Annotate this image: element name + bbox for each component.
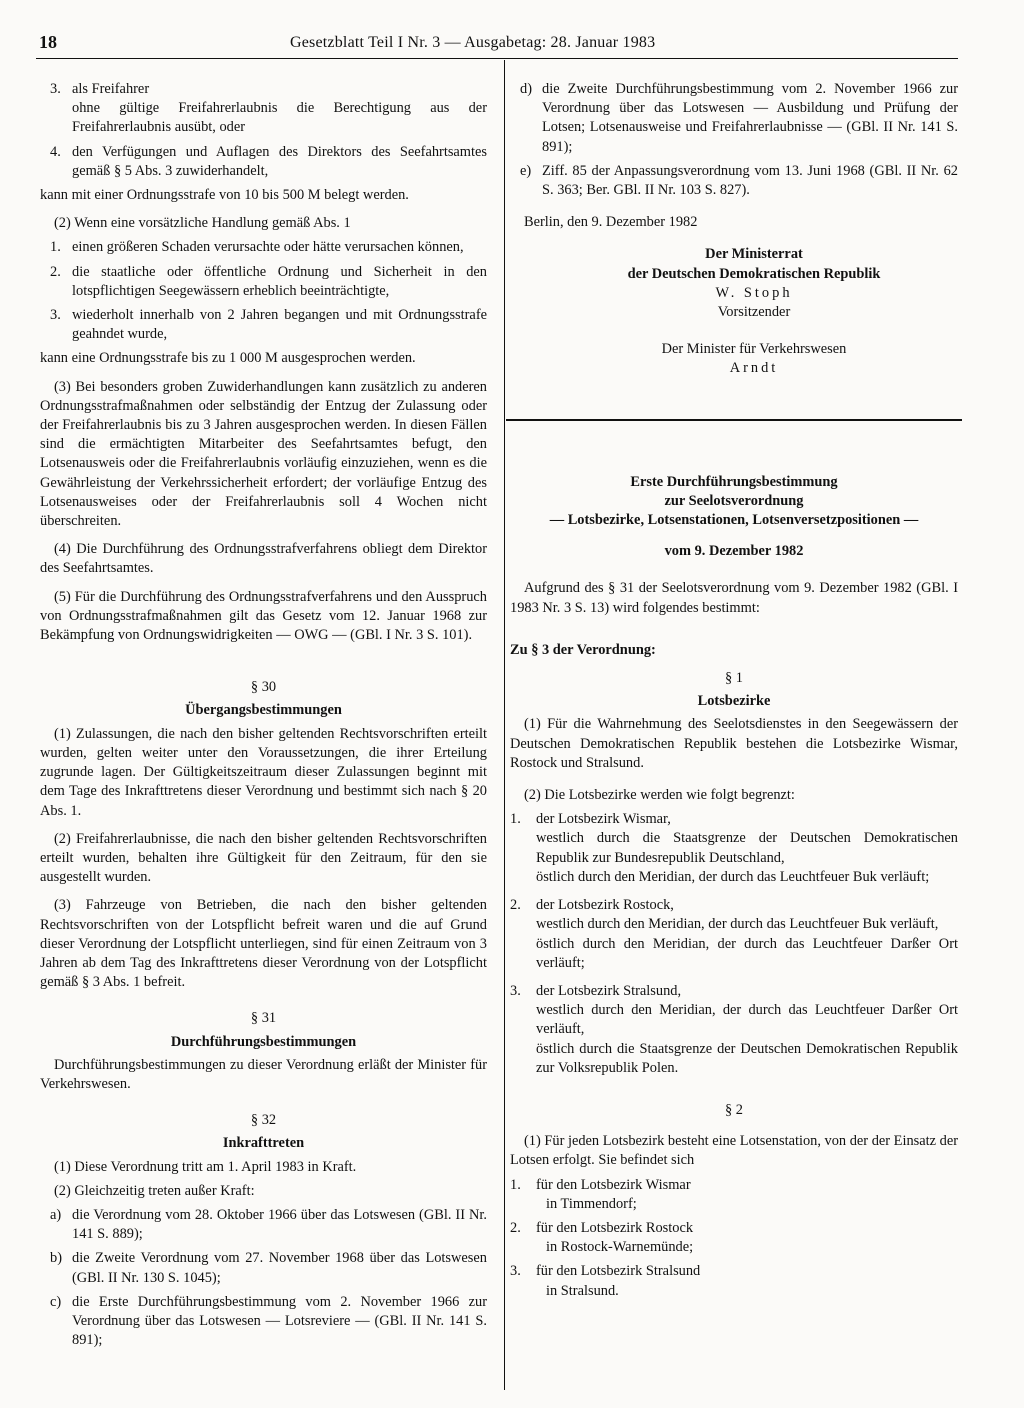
list-text: die Zweite Durchführungsbestimmung vom 2. November 1966 zur Verordnung über das Lotswesen — Ausbildung und Prüfung der Lotsen; Lotsenausweise und Freifahrerlaubnisse — (GBl. II Nr. 141 S. 891); — [542, 81, 958, 155]
running-header: Gesetzblatt Teil I Nr. 3 — Ausgabetag: 28. Januar 1983 — [290, 34, 656, 51]
signatory-role: Der Minister für Verkehrswesen — [661, 341, 847, 358]
list-item — [40, 263, 487, 301]
signatory-name: Arndt — [729, 360, 779, 377]
list-number: 3. — [510, 1263, 521, 1280]
paragraph: (5) Für die Durchführung des Ordnungsstrafverfahrens und den Ausspruch von Ordnungsstrafmaßnahmen gilt das Gesetz vom 12. Januar 1968 zur Bekämpfung von Ordnungswidrigkeiten — OWG — (GBl. I Nr. 3 S. 101). — [40, 588, 487, 644]
paragraph: (2) Wenn eine vorsätzliche Handlung gemäß Abs. 1 — [54, 215, 351, 232]
list-text: für den Lotsbezirk Wismar — [536, 1176, 691, 1193]
paragraph: (2) Die Lotsbezirke werden wie folgt begrenzt: — [524, 787, 795, 804]
list-text: die staatliche oder öffentliche Ordnung und Sicherheit in den lotspflichtigen Seegewässern erheblich beeinträchtigte, — [72, 263, 487, 299]
paragraph: kann eine Ordnungsstrafe bis zu 1 000 M ausgesprochen werden. — [40, 350, 416, 367]
right-column — [510, 80, 958, 1306]
regulation-date: vom 9. Dezember 1982 — [664, 543, 804, 560]
list-number: 3. — [510, 982, 521, 999]
signatory-body: der Deutschen Demokratischen Republik — [627, 265, 881, 282]
subheading: Zu § 3 der Verordnung: — [510, 641, 656, 658]
list-text: östlich durch die Staatsgrenze der Deutschen Demokratischen Republik zur Volksrepublik Polen. — [536, 1040, 958, 1076]
list-number: d) — [520, 81, 532, 97]
list-number: 2. — [50, 263, 61, 280]
list-number: 1. — [510, 1176, 521, 1193]
section-number: § 30 — [250, 679, 277, 696]
list-text: Ziff. 85 der Anpassungsverordnung vom 13. Juni 1968 (GBl. II Nr. 62 S. 363; Ber. GBl. II Nr. 103 S. 827). — [542, 162, 958, 199]
paragraph: (3) Fahrzeuge von Betrieben, die nach den bisher geltenden Rechtsvorschriften von der Lotspflicht befreit waren und die auf Grund dieser Verordnung der Lotspflicht unterliegen, sind für einen Zeitraum von 3 Jahren ab dem Tag des Inkrafttretens dieser Verordnung von der Lotspflicht gemäß § 3 Abs. 1 befreit. — [40, 897, 487, 991]
list-text: für den Lotsbezirk Stralsund — [536, 1263, 701, 1280]
list-text: westlich durch den Meridian, der durch das Leuchtfeuer Darßer Ort verläuft, — [536, 1002, 958, 1038]
list-text: als Freifahrer — [72, 81, 150, 97]
list-text: östlich durch den Meridian, der durch das Leuchtfeuer Darßer Ort verläuft; — [536, 935, 958, 971]
list-item — [40, 80, 487, 138]
signatory-name: W. Stoph — [715, 284, 793, 301]
list-item — [510, 1262, 958, 1300]
paragraph: (1) Zulassungen, die nach den bisher geltenden Rechtsvorschriften erteilt wurden, gelten weiter unter den Voraussetzungen, die ihrer Erteilung zugrunde lagen. Der Gültigkeitszeitraum dieser Zulassungen beginnt mit dem Tage des Inkrafttretens dieser Verordnung und bestimmt sich nach § 20 Abs. 1. — [40, 725, 487, 819]
list-text: die Zweite Verordnung vom 27. November 1968 über das Lotswesen (GBl. II Nr. 130 S. 1045); — [72, 1250, 487, 1286]
list-text: ohne gültige Freifahrerlaubnis die Berechtigung aus der Freifahrerlaubnis ausübt, oder — [72, 100, 487, 136]
paragraph: Durchführungsbestimmungen zu dieser Verordnung erläßt der Minister für Verkehrswesen. — [40, 1056, 487, 1092]
section-number: § 2 — [725, 1101, 743, 1118]
column-divider — [504, 60, 505, 1390]
list-number: 2. — [510, 897, 521, 914]
page-number: 18 — [39, 32, 57, 52]
list-text: den Verfügungen und Auflagen des Direktors des Seefahrtsamtes gemäß § 5 Abs. 3 zuwiderhandelt, — [72, 143, 487, 179]
left-column — [40, 80, 487, 1355]
paragraph: (2) Gleichzeitig treten außer Kraft: — [54, 1182, 255, 1199]
list-text: in Timmendorf; — [546, 1195, 637, 1212]
paragraph: (1) Diese Verordnung tritt am 1. April 1983 in Kraft. — [54, 1158, 357, 1175]
list-number: e) — [520, 162, 532, 179]
list-item — [510, 80, 958, 157]
section-number: § 32 — [250, 1112, 277, 1129]
paragraph: (1) Für jeden Lotsbezirk besteht eine Lotsenstation, von der der Einsatz der Lotsen erfolgt. Sie befindet sich — [510, 1133, 958, 1169]
list-number: c) — [50, 1293, 62, 1310]
list-item — [510, 810, 958, 887]
paragraph: (4) Die Durchführung des Ordnungsstrafverfahrens obliegt dem Direktor des Seefahrtsamtes. — [40, 541, 487, 577]
list-number: a) — [50, 1206, 62, 1223]
regulation-subtitle: — Lotsbezirke, Lotsenstationen, Lotsenversetzpositionen — — [549, 512, 919, 529]
header-rule — [36, 58, 958, 59]
list-item — [40, 1249, 487, 1287]
list-item — [510, 162, 958, 200]
list-number: 1. — [510, 811, 521, 828]
paragraph: kann mit einer Ordnungsstrafe von 10 bis 500 M belegt werden. — [40, 187, 409, 204]
list-text: der Lotsbezirk Stralsund, — [536, 982, 682, 999]
list-text: wiederholt innerhalb von 2 Jahren begangen und mit Ordnungsstrafe geahndet wurde, — [72, 307, 487, 343]
list-number: 3. — [50, 307, 61, 324]
list-text: einen größeren Schaden verursachte oder hätte verursachen können, — [72, 239, 464, 256]
regulation-title: Erste Durchführungsbestimmung — [630, 473, 838, 490]
section-number: § 1 — [725, 670, 743, 687]
list-item — [510, 982, 958, 1078]
list-text: für den Lotsbezirk Rostock — [536, 1219, 694, 1236]
list-text: westlich durch den Meridian, der durch das Leuchtfeuer Buk verläuft, — [536, 916, 939, 933]
regulation-title: zur Seelotsverordnung — [664, 492, 804, 509]
list-number: 2. — [510, 1219, 521, 1236]
preamble: Aufgrund des § 31 der Seelotsverordnung vom 9. Dezember 1982 (GBl. I 1983 Nr. 3 S. 13) wird folgendes bestimmt: — [510, 580, 958, 616]
paragraph: (1) Für die Wahrnehmung des Seelotsdienstes in den Seegewässern der Deutschen Demokratischen Republik bestehen die Lotsbezirke Wismar, Rostock und Stralsund. — [510, 716, 958, 771]
list-item — [40, 306, 487, 344]
list-item — [40, 143, 487, 181]
list-text: die Erste Durchführungsbestimmung vom 2. November 1966 zur Verordnung über das Lotswesen — Lotsreviere — (GBl. II Nr. 141 S. 891); — [72, 1293, 487, 1349]
list-item — [40, 238, 487, 257]
section-title: Übergangsbestimmungen — [185, 702, 342, 719]
list-number: 1. — [50, 239, 61, 256]
list-item — [510, 1219, 958, 1257]
list-number: b) — [50, 1250, 62, 1267]
list-item — [40, 1206, 487, 1244]
paragraph: (2) Freifahrerlaubnisse, die nach den bisher geltenden Rechtsvorschriften erteilt wurden, behalten ihre Gültigkeit für den Zeitraum, für den sie ausgestellt wurden. — [40, 830, 487, 886]
list-text: der Lotsbezirk Wismar, — [536, 811, 671, 828]
list-item — [510, 896, 958, 973]
list-text: westlich durch die Staatsgrenze der Deutschen Demokratischen Republik zur Bundesrepublik Deutschland, — [536, 830, 958, 866]
signatory-body: Der Ministerrat — [705, 246, 803, 263]
paragraph: (3) Bei besonders groben Zuwiderhandlungen kann zusätzlich zu anderen Ordnungsstrafmaßnahmen oder selbständig der Entzug der Zulassung oder der Freifahrerlaubnis bis zu 3 Jahren ausgesprochen werden. In diesen Fällen sind die ermächtigten Mitarbeiter des Seefahrtsamtes befugt, den Lotsenausweis oder die Freifahrerlaubnis vorläufig einzuziehen, wenn es die Gewährleistung der Verkehrssicherheit erfordert; der vorläufige Entzug des Lotsenausweises oder der Freifahrerlaubnis soll 4 Wochen nicht überschreiten. — [40, 378, 487, 530]
list-item — [40, 1293, 487, 1351]
list-text: in Rostock-Warnemünde; — [546, 1239, 694, 1256]
list-text: in Stralsund. — [546, 1282, 619, 1299]
list-text: der Lotsbezirk Rostock, — [536, 897, 674, 914]
list-item — [510, 1176, 958, 1214]
list-text: östlich durch den Meridian, der durch das Leuchtfeuer Buk verläuft; — [536, 868, 930, 885]
list-number: 4. — [50, 143, 61, 160]
date-place: Berlin, den 9. Dezember 1982 — [524, 214, 698, 231]
list-number: 3. — [50, 81, 61, 97]
section-title: Durchführungsbestimmungen — [170, 1033, 357, 1050]
list-text: die Verordnung vom 28. Oktober 1966 über das Lotswesen (GBl. II Nr. 141 S. 889); — [72, 1206, 487, 1243]
section-title: Lotsbezirke — [697, 693, 771, 710]
signatory-role: Vorsitzender — [717, 304, 791, 321]
section-number: § 31 — [250, 1010, 277, 1027]
section-title: Inkrafttreten — [222, 1135, 305, 1152]
